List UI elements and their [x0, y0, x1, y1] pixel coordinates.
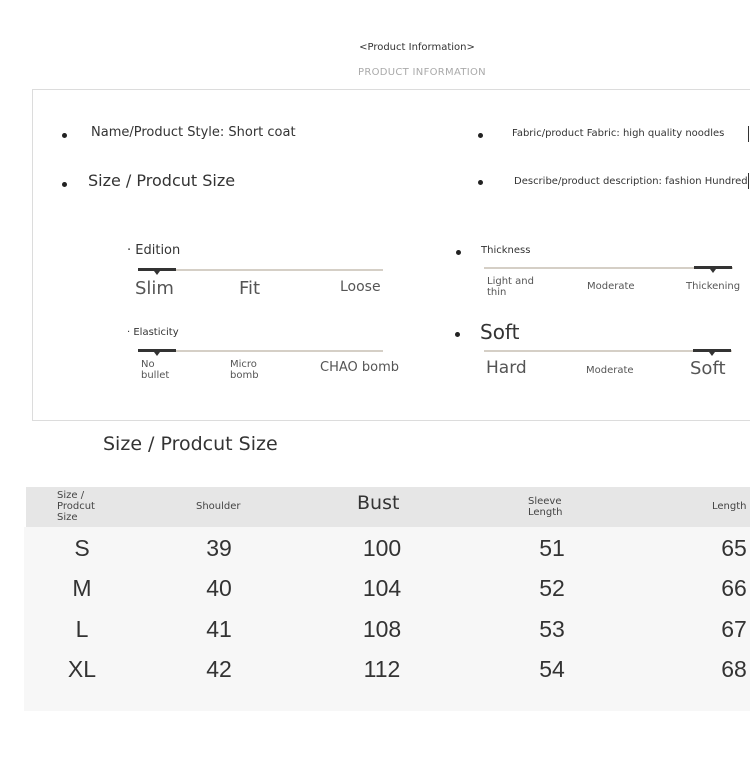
caret-down-icon — [154, 271, 160, 275]
edition-label-slim: Slim — [135, 278, 174, 299]
caret-down-icon — [709, 352, 715, 356]
bullet-icon — [455, 332, 460, 337]
table-cell-length: 66 — [721, 575, 747, 601]
bullet-icon — [62, 133, 67, 138]
edition-label-fit: Fit — [239, 278, 261, 299]
table-cell-length: 67 — [721, 616, 747, 642]
divider — [748, 173, 749, 189]
elasticity-title: · Elasticity — [127, 327, 179, 338]
section-subtitle: PRODUCT INFORMATION — [358, 67, 486, 78]
edition-label-loose: Loose — [340, 279, 381, 295]
table-cell-size: XL — [67, 656, 97, 682]
softness-label-moderate: Moderate — [586, 365, 634, 376]
table-cell-bust: 112 — [363, 656, 401, 682]
divider — [748, 126, 749, 142]
table-cell-length: 65 — [721, 535, 747, 561]
bullet-icon — [478, 133, 483, 138]
caret-down-icon — [154, 352, 160, 356]
table-cell-bust: 104 — [362, 575, 402, 601]
product-fabric: Fabric/product Fabric: high quality noodles — [512, 128, 725, 139]
caret-down-icon — [710, 269, 716, 273]
column-header-length: Length — [712, 501, 747, 512]
table-cell-shoulder: 40 — [206, 575, 232, 601]
table-cell-shoulder: 41 — [206, 616, 232, 642]
product-name: Name/Product Style: Short coat — [91, 125, 296, 140]
edition-title: · Edition — [127, 243, 181, 258]
thickness-label-light-thin: Light and thin — [487, 276, 534, 298]
thickness-label-thickening: Thickening — [686, 281, 741, 292]
bullet-icon — [62, 182, 67, 187]
table-cell-sleeve: 52 — [539, 575, 565, 601]
table-cell-shoulder: 42 — [206, 656, 232, 682]
thickness-label-moderate: Moderate — [587, 281, 635, 292]
bullet-icon — [478, 180, 483, 185]
table-cell-sleeve: 51 — [539, 535, 565, 561]
product-size-label: Size / Prodcut Size — [88, 171, 236, 190]
softness-label-hard: Hard — [486, 358, 527, 378]
table-cell-sleeve: 54 — [539, 656, 565, 682]
table-cell-size: M — [72, 575, 92, 601]
section-title: <Product Information> — [359, 42, 475, 53]
table-cell-sleeve: 53 — [539, 616, 565, 642]
table-cell-shoulder: 39 — [206, 535, 232, 561]
column-header-bust: Bust — [357, 492, 400, 514]
column-header-shoulder: Shoulder — [196, 501, 241, 512]
elasticity-label-chao-bomb: CHAO bomb — [320, 360, 400, 375]
table-cell-bust: 108 — [362, 616, 402, 642]
table-cell-size: L — [75, 616, 89, 642]
elasticity-label-no-bullet: No bullet — [141, 359, 170, 381]
softness-label-soft: Soft — [690, 358, 726, 379]
table-cell-size: S — [74, 535, 90, 561]
softness-title: Soft — [480, 320, 520, 344]
column-header-sleeve-length: Sleeve Length — [528, 496, 563, 518]
table-cell-bust: 100 — [362, 535, 402, 561]
product-description: Describe/product description: fashion Hundred — [514, 176, 748, 187]
elasticity-label-micro-bomb: Micro bomb — [230, 359, 259, 381]
column-header-size: Size / Prodcut Size — [57, 490, 95, 523]
bullet-icon — [456, 250, 461, 255]
thickness-title: Thickness — [481, 245, 531, 256]
table-cell-length: 68 — [721, 656, 747, 682]
size-section-title: Size / Prodcut Size — [103, 433, 278, 455]
